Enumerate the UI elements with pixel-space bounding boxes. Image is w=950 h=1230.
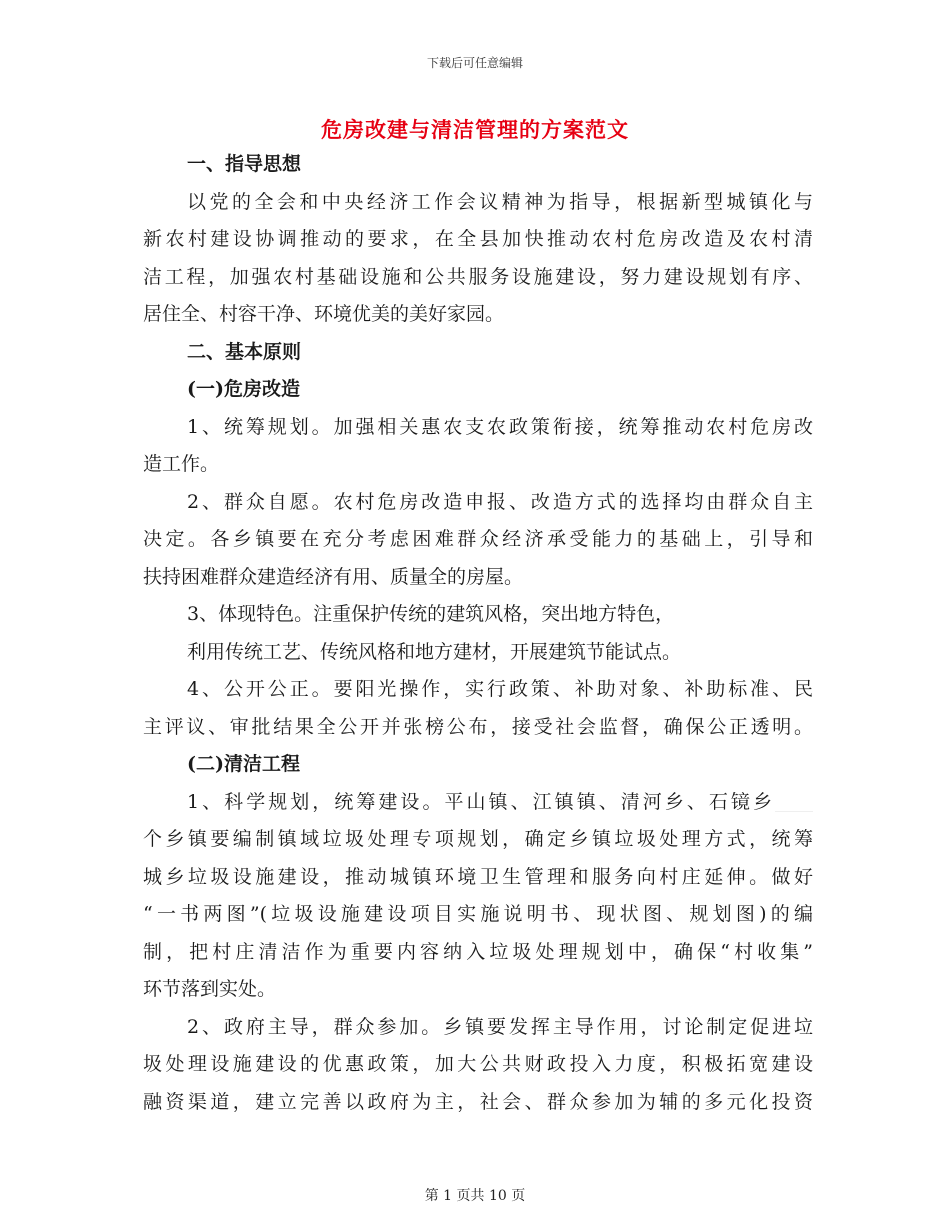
body-line: 城乡垃圾设施建设，推动城镇环境卫生管理和服务向村庄延伸。做好 [143,866,813,887]
body-line: 一、指导思想 [187,153,302,175]
body-line: “一书两图”(垃圾设施建设项目实施说明书、现状图、规划图)的编 [143,904,813,924]
body-line: 4、公开公正。要阳光操作，实行政策、补助对象、补助标准、民 [187,679,813,699]
document-title: 危房改建与清洁管理的方案范文 [321,117,629,142]
body-line: (一)危房改造 [187,378,300,400]
body-line: 扶持困难群众建造经济有用、质量全的房屋。 [143,565,524,588]
body-line: 融资渠道，建立完善以政府为主，社会、群众参加为辅的多元化投资 [143,1091,813,1112]
body-line: 1、科学规划，统筹建设。平山镇、江镇镇、清河乡、石镜乡____ [187,791,813,812]
body-line: 1、统筹规划。加强相关惠农支农政策衔接，统筹推动农村危房改 [187,416,813,437]
body-line: 环节落到实处。 [143,978,277,1000]
body-line: 二、基本原则 [187,340,302,363]
body-line: 2、群众自愿。农村危房改造申报、改造方式的选择均由群众自主 [187,491,813,512]
body-line: 新农村建设协调推动的要求，在全县加快推动农村危房改造及农村清 [143,229,813,249]
body-line: 制，把村庄清洁作为重要内容纳入垃圾处理规划中，确保“村收集” [143,941,813,962]
body-line: 以党的全会和中央经济工作会议精神为指导，根据新型城镇化与 [187,191,813,212]
document-body [143,154,813,1129]
body-line: 2、政府主导，群众参加。乡镇要发挥主导作用，讨论制定促进垃 [187,1016,813,1037]
body-line: 洁工程，加强农村基础设施和公共服务设施建设，努力建设规划有序、 [143,266,813,287]
body-line: 造工作。 [143,453,220,475]
page-footer: 第 1 页共 10 页 [424,1188,526,1204]
body-line: 决定。各乡镇要在充分考虑困难群众经济承受能力的基础上，引导和 [143,529,813,549]
body-line: 圾处理设施建设的优惠政策，加大公共财政投入力度，积极拓宽建设 [143,1054,813,1074]
body-line: 3、体现特色。注重保护传统的建筑风格，突出地方特色， [187,603,675,625]
header-note: 下载后可任意编辑 [426,56,523,70]
body-line: 利用传统工艺、传统风格和地方建材，开展建筑节能试点。 [187,640,682,663]
body-line: 个乡镇要编制镇域垃圾处理专项规划，确定乡镇垃圾处理方式，统筹 [143,829,813,849]
body-line: (二)清洁工程 [187,753,300,775]
body-line: 居住全、村容干净、环境优美的美好家园。 [143,303,505,325]
body-line: 主评议、审批结果全公开并张榜公布，接受社会监督，确保公正透明。 [143,716,813,737]
